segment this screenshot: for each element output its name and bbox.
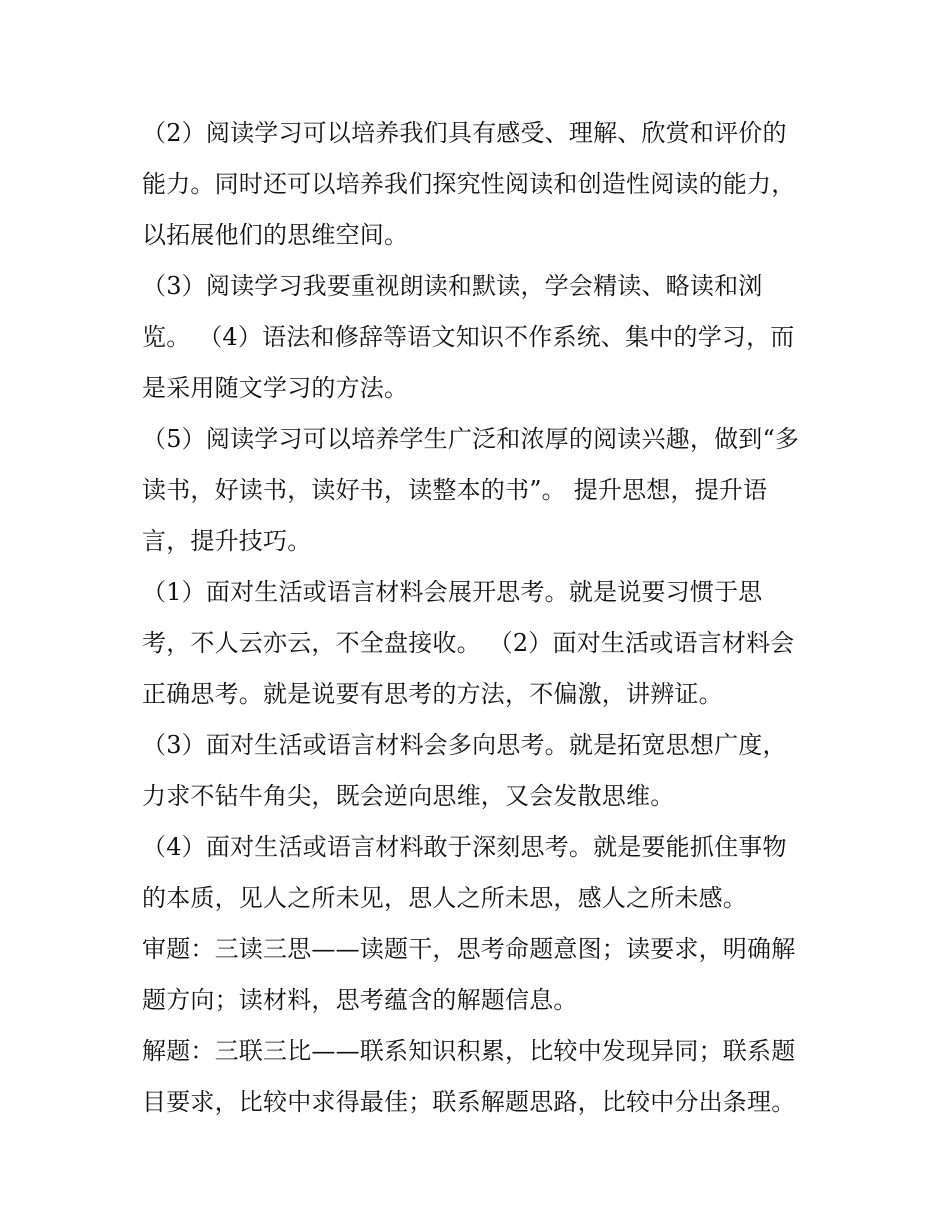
text-line-11: 考，不人云亦云，不全盘接收。 （2）面对生活或语言材料会	[142, 629, 795, 657]
text-line-4: （3）阅读学习我要重视朗读和默读，学会精读、略读和浏	[142, 272, 763, 300]
text-line-8: 读书，好读书，读好书，读整本的书”。 提升思想，提升语	[142, 476, 768, 504]
text-line-5: 览。 （4）语法和修辞等语文知识不作系统、集中的学习，而	[142, 323, 795, 351]
text-line-17: 审题：三读三思——读题干，思考命题意图；读要求，明确解	[142, 935, 796, 963]
text-line-12: 正确思考。就是说要有思考的方法，不偏激，讲辨证。	[142, 680, 723, 708]
text-line-6: 是采用随文学习的方法。	[142, 374, 409, 402]
text-line-16: 的本质，见人之所未见，思人之所未思，感人之所未感。	[142, 884, 747, 912]
text-line-9: 言，提升技巧。	[142, 527, 312, 555]
text-line-3: 以拓展他们的思维空间。	[142, 221, 409, 249]
document-text	[142, 108, 822, 1128]
text-line-20: 目要求，比较中求得最佳；联系解题思路，比较中分出条理。	[142, 1088, 796, 1116]
text-line-14: 力求不钻牛角尖，既会逆向思维，又会发散思维。	[142, 782, 675, 810]
text-line-1: （2）阅读学习可以培养我们具有感受、理解、欣赏和评价的	[142, 119, 787, 147]
text-line-18: 题方向；读材料，思考蕴含的解题信息。	[142, 986, 578, 1014]
text-line-15: （4）面对生活或语言材料敢于深刻思考。就是要能抓住事物	[142, 833, 787, 861]
text-line-2: 能力。同时还可以培养我们探究性阅读和创造性阅读的能力，	[142, 170, 796, 198]
text-line-13: （3）面对生活或语言材料会多向思考。就是拓宽思想广度，	[142, 731, 787, 759]
text-line-10: （1）面对生活或语言材料会展开思考。就是说要习惯于思	[142, 578, 763, 606]
text-line-19: 解题：三联三比——联系知识积累，比较中发现异同；联系题	[142, 1037, 796, 1065]
text-line-7: （5）阅读学习可以培养学生广泛和浓厚的阅读兴趣，做到“多	[142, 425, 800, 453]
